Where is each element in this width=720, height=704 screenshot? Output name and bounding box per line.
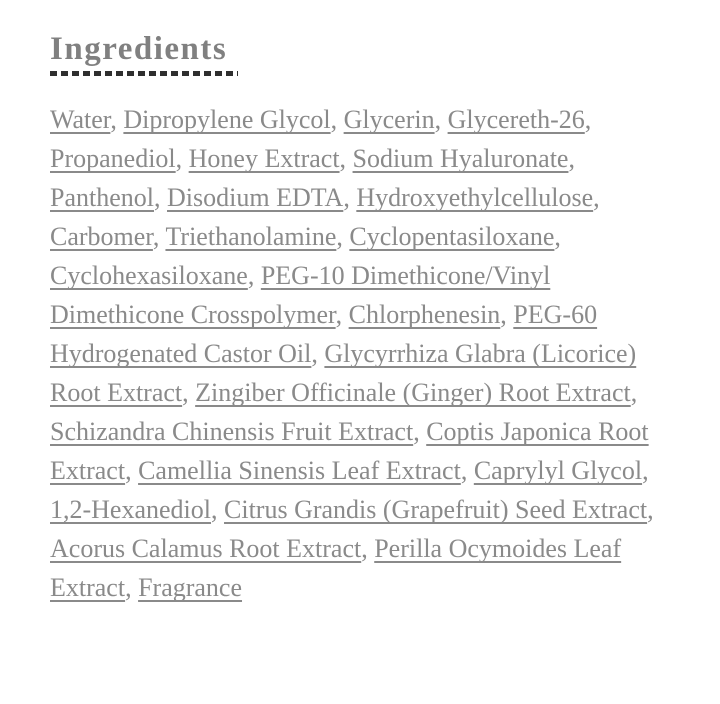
ingredient-link[interactable]: Carbomer: [50, 222, 153, 251]
ingredient-link[interactable]: Honey Extract: [188, 144, 340, 173]
ingredient-link[interactable]: Panthenol: [50, 183, 154, 212]
ingredient-link[interactable]: Citrus Grandis (Grapefruit) Seed Extract: [224, 495, 648, 524]
ingredient-link[interactable]: Caprylyl Glycol: [473, 456, 643, 485]
ingredient-link[interactable]: Disodium EDTA: [167, 183, 344, 212]
ingredient-link[interactable]: Chlorphenesin: [348, 300, 501, 329]
ingredient-link[interactable]: Hydroxyethylcellulose: [356, 183, 594, 212]
section-title: Ingredients: [50, 31, 228, 67]
ingredients-paragraph: Water, Dipropylene Glycol, Glycerin, Glycereth-26, Propanediol, Honey Extract, Sodium Hyaluronate, Panthenol, Disodium EDTA, Hydroxyethylcellulose, Carbomer, Triethanolamine, Cyclopentasiloxane, Cyclohexasiloxane, PEG-10 Dimethicone/Vinyl Dimethicone Crosspolymer, Chlorphenesin, PEG-60 Hydrogenated Castor Oil, Glycyrrhiza Glabra (Licorice) Root Extract, Zingiber Officinale (Ginger) Root Extract, Schizandra Chinensis Fruit Extract, Coptis Japonica Root Extract, Camellia Sinensis Leaf Extract, Caprylyl Glycol, 1,2-Hexanediol, Citrus Grandis (Grapefruit) Seed Extract, Acorus Calamus Root Extract, Perilla Ocymoides Leaf Extract, Fragrance: [50, 105, 654, 602]
ingredient-link[interactable]: Propanediol: [50, 144, 176, 173]
ingredient-link[interactable]: Zingiber Officinale (Ginger) Root Extract: [195, 378, 631, 407]
ingredient-link[interactable]: Sodium Hyaluronate: [352, 144, 569, 173]
ingredient-link[interactable]: PEG-60 Hydrogenated Castor Oil: [50, 300, 598, 368]
ingredient-link[interactable]: Fragrance: [138, 573, 243, 602]
ingredient-link[interactable]: Glycereth-26: [447, 105, 585, 134]
ingredient-link[interactable]: Cyclohexasiloxane: [50, 261, 248, 290]
ingredient-link[interactable]: Perilla Ocymoides Leaf Extract: [50, 534, 622, 602]
dashed-divider: [50, 71, 238, 76]
ingredient-link[interactable]: Triethanolamine: [165, 222, 337, 251]
ingredient-link[interactable]: Dipropylene Glycol: [123, 105, 331, 134]
ingredient-link[interactable]: Glycyrrhiza Glabra (Licorice) Root Extract: [50, 339, 637, 407]
ingredient-link[interactable]: Acorus Calamus Root Extract: [50, 534, 362, 563]
ingredient-link[interactable]: Water: [50, 105, 111, 134]
ingredient-link[interactable]: Glycerin: [343, 105, 435, 134]
ingredient-link[interactable]: Coptis Japonica Root Extract: [50, 417, 649, 485]
ingredient-link[interactable]: 1,2-Hexanediol: [50, 495, 212, 524]
ingredient-link[interactable]: PEG-10 Dimethicone/Vinyl Dimethicone Crosspolymer: [50, 261, 551, 329]
ingredient-link[interactable]: Cyclopentasiloxane: [349, 222, 555, 251]
ingredient-link[interactable]: Camellia Sinensis Leaf Extract: [138, 456, 461, 485]
ingredient-link[interactable]: Schizandra Chinensis Fruit Extract: [50, 417, 414, 446]
